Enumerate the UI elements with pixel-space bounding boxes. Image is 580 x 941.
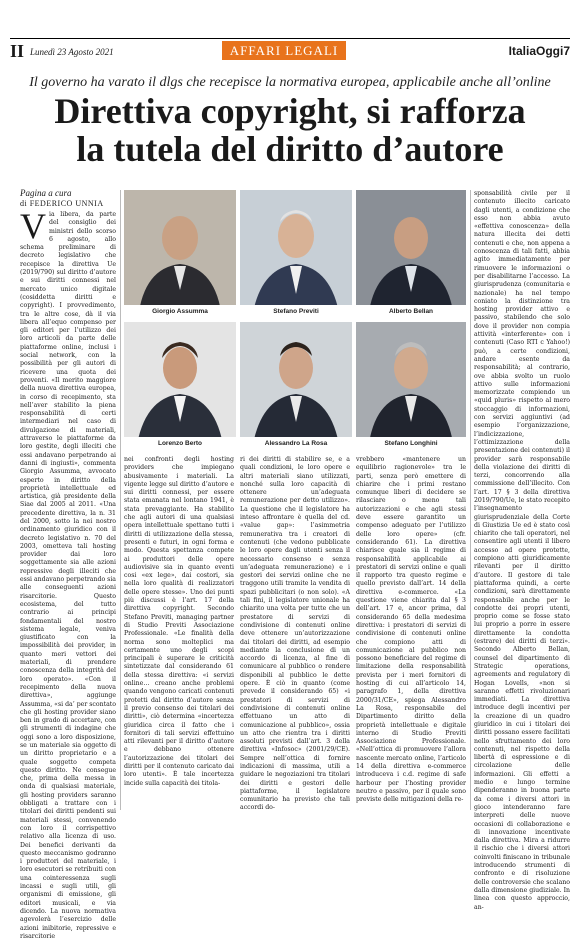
photo-caption: Alberto Bellan xyxy=(356,305,466,318)
portrait-image xyxy=(356,190,466,318)
column-rule xyxy=(120,190,121,810)
article-column-2 xyxy=(124,456,234,810)
article-text-col1: ia libera, da parte del consiglio dei ministri dello scorso 6 agosto, allo schema preliminare di decreto legislativo che recepisce la direttiva Ue (2019/790) sul diritto d’autore e sui diritti connessi nel mercato unico digitale (cosiddetta diritti e copyright). I provvedimento, tra le altre cose, dà il via libera all’equo compenso per gli editori per l’utilizzo dei loro articoli da parte delle piattaforme online, inclusi i social network, con la possibilità per gli autori di ricevere una quota dei proventi. «Il merito maggiore della nuova direttiva europea, in corso di recepimento, sta nell’aver stabilito la piena responsabilità di certi intermediari nel caso di divulgazione di materiali, attraverso le piattaforme da loro gestite, degli illeciti che essi andavano perpetrando ai danni di ingiusti», commenta Giorgio Assumma, avvocato esperto in diritto della proprietà intellettuale ed artistica, già presidente della Siae dal 2005 al 2011. «Una precedente direttiva, la n. 31 del 2000, sotto la nei nostro ordinamento giuridico con il decreto legislativo n. 70 del 2003, ometteva tali hosting provider dai loro soggettamente sia alle azioni repressive degli illeciti che essi andavano perpetrando sia alle conseguenti azioni risarcitorie. Questo ecosistema, del tutto contrario ai principi fondamentali del nostro sistema legale, veniva giustificato con la impossibilità dei provider, in quanto meri vettori dei materiali, di prendere conoscenza della integrità del loro operato». «Con il recepimento della nuova direttiva», aggiunge Assumma, «si da’ per scontato che gli hosting provider siano ben in grado di accertare, con gli strumenti di indagine che oggi sono a loro disposizione, se un materiale sia oggetto di un diritto proprietario e a quale soggetto competa questo diritto. Ne consegue che, prima della messa in onda di qualsiasi materiale, gli hosting providers saranno obbligati a trattare con i titolari dei diritti pendenti sui materiali stessi, convenendo con loro il corrispettivo relativo alla licenza di uso. Dei benefici derivanti da questo meccanismo godranno i produttori del materiale, i loro esecutori se retribuiti con una cointeressenza sugli incassi e sugli utili, gli organismi di emissione, gli editori musicali, e via dicendo. La nuova normativa agevolerà l’esercizio delle azioni inibitorie, repressive e risarcitorie xyxy=(20,211,116,940)
portrait-image xyxy=(124,190,236,318)
photo-caption: Alessandro La Rosa xyxy=(240,437,352,450)
article-column-4 xyxy=(356,456,466,810)
headline-line-2: la tutela del diritto d’autore xyxy=(76,129,504,169)
headline xyxy=(10,92,570,168)
brand-logo: ItaliaOggi7 xyxy=(508,44,570,58)
byline-prefix: Pagina a cura xyxy=(20,188,72,198)
page-number: II xyxy=(10,41,25,61)
issue-date: Lunedì 23 Agosto 2021 xyxy=(30,47,114,57)
photo-alessandro-la-rosa xyxy=(240,322,352,450)
dropcap: V xyxy=(20,206,46,246)
photo-lorenzo-berto xyxy=(124,322,236,450)
header-rule xyxy=(10,38,570,39)
kicker: Il governo ha varato il dlgs che recepisce la normativa europea, applicabile anche all’online xyxy=(29,75,551,90)
photo-caption: Giorgio Assumma xyxy=(124,305,236,318)
article-column-5 xyxy=(474,190,571,911)
portrait-image xyxy=(124,322,236,450)
portrait-image xyxy=(240,190,352,318)
article-column-3 xyxy=(240,456,350,810)
photo-giorgio-assumma xyxy=(124,190,236,318)
photo-caption: Stefano Previti xyxy=(240,305,352,318)
article-text-col4: vrebbero «mantenere un equilibrio ragionevole» tra le parti, senza però emettere di chiarire che i primi restano comunque liberi di decidere se rilasciare o meno tali autorizzazioni e che agli stessi deve essere garantito un compenso adeguato per l’utilizzo delle loro opere» (cfr. considerando 61). La direttiva chiarisce quale sia il regime di responsabilità applicabile ai prestatori di servizi online e quali il rapporto tra questo regime e quello previsto dall’art. 14 della direttiva e-commerce. «La questione viene chiarita dal § 3 dell’art. 17 e, ancor prima, dal considerando 65 della medesima direttiva: i prestatori di servizi di condivisione di contenuti online che compiono atti di comunicazione al pubblico non possono beneficiare del regime di limitazione della responsabilità prevista per i meri fornitori di hosting di cui all’articolo 14, paragrafo 1, della direttiva 2000/31/CE», spiega Alessandro La Rosa, responsabile del Dipartimento diritto della proprietà intellettuale e digitale interno di Studio Previti Associazione Professionale. «Nell’ottica di promuovere l’allora nascente mercato online, l’articolo 14 della direttiva e-commerce introduceva i c.d. regime di safe harbour per l’hosting provider neutro e passivo, per il quale sono previste delle mitigazioni della re- xyxy=(356,456,466,804)
column-rule xyxy=(470,190,471,810)
portrait-image xyxy=(240,322,352,450)
portrait-image xyxy=(356,322,466,450)
article-text-col3: ri dei diritti di stabilire se, e a quali condizioni, le loro opere e altri materiali siano utilizzati, nonché sulla loro capacità di ottenere un’adeguata remunerazione per detto utilizzo». La questione che il legislatore ha inteso affrontare è quella del cd. «value gap»: l’asimmetria remunerativa tra i creatori di contenuti (che vedono pubblicate le loro opere dagli utenti senza il necessario consenso e senza un’adeguata remunerazione) e i gestori dei servizi online che ne traggono utili tramite la vendita di spazi pubblicitari (o non solo). «A tali fini, il legislatore unionale ha chiarito una volta per tutte che un prestatore di servizi di condivisione di contenuti online deve ottenere un’autorizzazione dai titolari dei diritti, ad esempio mediante la conclusione di un accordo di licenza, al fine di comunicare al pubblico o rendere disponibili al pubblico le dette opere. È ciò in quanto (come prevede il considerando 65) «i prestatori di servizi di condivisione di contenuti online effettuano un atto di comunicazione al pubblico», ossia un atto che rientra tra i diritti assoluti previsti dall’art. 3 della direttiva «Infosoc» (2001/29/CE). Sempre nell’ottica di fornire indicazioni di massima, utili a guidare le negoziazioni tra titolari dei diritti e gestori delle piattaforme, il legislatore comunitario ha previsto che tali accordi do- xyxy=(240,456,350,812)
section-label: AFFARI LEGALI xyxy=(222,41,346,60)
photo-caption: Stefano Longhini xyxy=(356,437,466,450)
article-text-col5: sponsabilità civile per il contenuto illecito caricato dagli utenti, a condizione che esso non abbia avuto «effettiva conoscenza» della natura illecita dei detti contenuti e che, non appena a conoscenza di tali fatti, abbia agito immediatamente per rimuovere le informazioni o per disabilitarne l’accesso. La giurisprudenza (comunitaria e nazionale) ha nel tempo coniato la distinzione tra hosting provider attivo e passivo, stabilendo che solo dove il provider non compia attività «interferente» con i contenuti (Caso RTI c Yahoo!) può, a certe condizioni, andare esente da responsabilità; al contrario, ove abbia svolto un ruolo attivo sulle informazioni memorizzate compiendo un «quid pluris» rispetto al mero stoccaggio di informazioni, con servizi aggiuntivi (ad esempio l’organizzazione, l’indicizzazione, l’ottimizzazione della presentazione dei contenuti) il provider sarà responsabile della violazione dei diritti di terzi, concorrendo alla commissione dell’illecito. Con l’art. 17 § 3 della direttiva 2019/790/Ue, le stato recepito l’insegnamento giurisprudenziale della Corte di Giustizia Ue ed è stato così chiarito che tali operatori, nel consentire agli utenti il libero accesso ad opere protette, compiono atti giuridicamente rilevanti per il diritto d’autore. Il gestore di tale piattaforma quindi, a certe condizioni, sarà direttamente responsabile anche per le condotte dei propri utenti, proprio come se fosse stato lui proprio a porre in essere direttamente la condotta (estrare) dei diritti di terzi». Secondo Alberto Bellan, counsel del dipartimento di Strategic operations, agreements and regulatory di Hogan Lovells, «non si saranno effetti rivoluzionari immediati. La direttiva introduce degli incentivi per la creazione di un quadro giuridico in cui i titolari dei diritti possano essere facilitati nello sfruttamento dei loro contenuti, nel rispetto della libertà di espressione e di circolazione delle informazioni. Gli effetti a medio e lungo termine dipenderanno in buona parte da come i diversi attori in gioco intenderanno fare interpreti delle nuove occasioni di collaborazione e di innovazione incentivate dalla direttiva. Mira a ridurre il rischio che i diversi attori coinvolti finiscano in tribunale introducendo strumenti di confronto e di risoluzione delle controversie che scalano dalla dimensione giudiziale. In linea con questo approccio, an- xyxy=(474,190,571,911)
photo-stefano-longhini xyxy=(356,322,466,450)
photo-caption: Lorenzo Berto xyxy=(124,437,236,450)
headline-line-1: Direttiva copyright, si rafforza xyxy=(54,91,526,131)
photo-stefano-previti xyxy=(240,190,352,318)
article-column-1 xyxy=(20,206,116,940)
byline-name: di FEDERICO UNNIA xyxy=(20,199,104,208)
article-text-col2: nei confronti degli hosting providers che impiegano abusivamente i materiali. La vigente legge sul diritto d’autore e sui diritti connessi, per essere stata emanata nel lontano 1941, è stata prevaggiante. Ha stabilito che agli autori di una qualsiasi opera intellettuale spettano tutti i diritti di utilizzazione della stessa, presenti e futuri, in ogni forma e modo. Questa spettanza compete ai produttori delle opere audiovisive sia in quanto eventi cosi «ex lege», dai costori, sia nella loro qualità di realizzatori delle opere stesse». Uno dei punti più discussi è l’art. 17 della direttiva copyright. Secondo Stefano Previti, managing partner di Studio Previti Associazione Professionale. «Le finalità della norma sono molteplici ma certamente uno degli scopi principali è superare le criticità sintetizzate dal considerando 61 della stessa direttiva: «i servizi online… creano anche problemi quando vengono caricati contenuti protetti dal diritto d’autore senza il previo consenso dei titolari dei diritti», ciò determina «incertezza giuridica circa il fatto che i fornitori di tali servizi effettuino atti rilevanti per il diritto d’autore e debbano ottenere l’autorizzazione dei titolari dei diritti per il contenuto caricato dai loro utenti». È tale incertezza incide sulla capacità dei titola- xyxy=(124,456,234,787)
photo-alberto-bellan xyxy=(356,190,466,318)
